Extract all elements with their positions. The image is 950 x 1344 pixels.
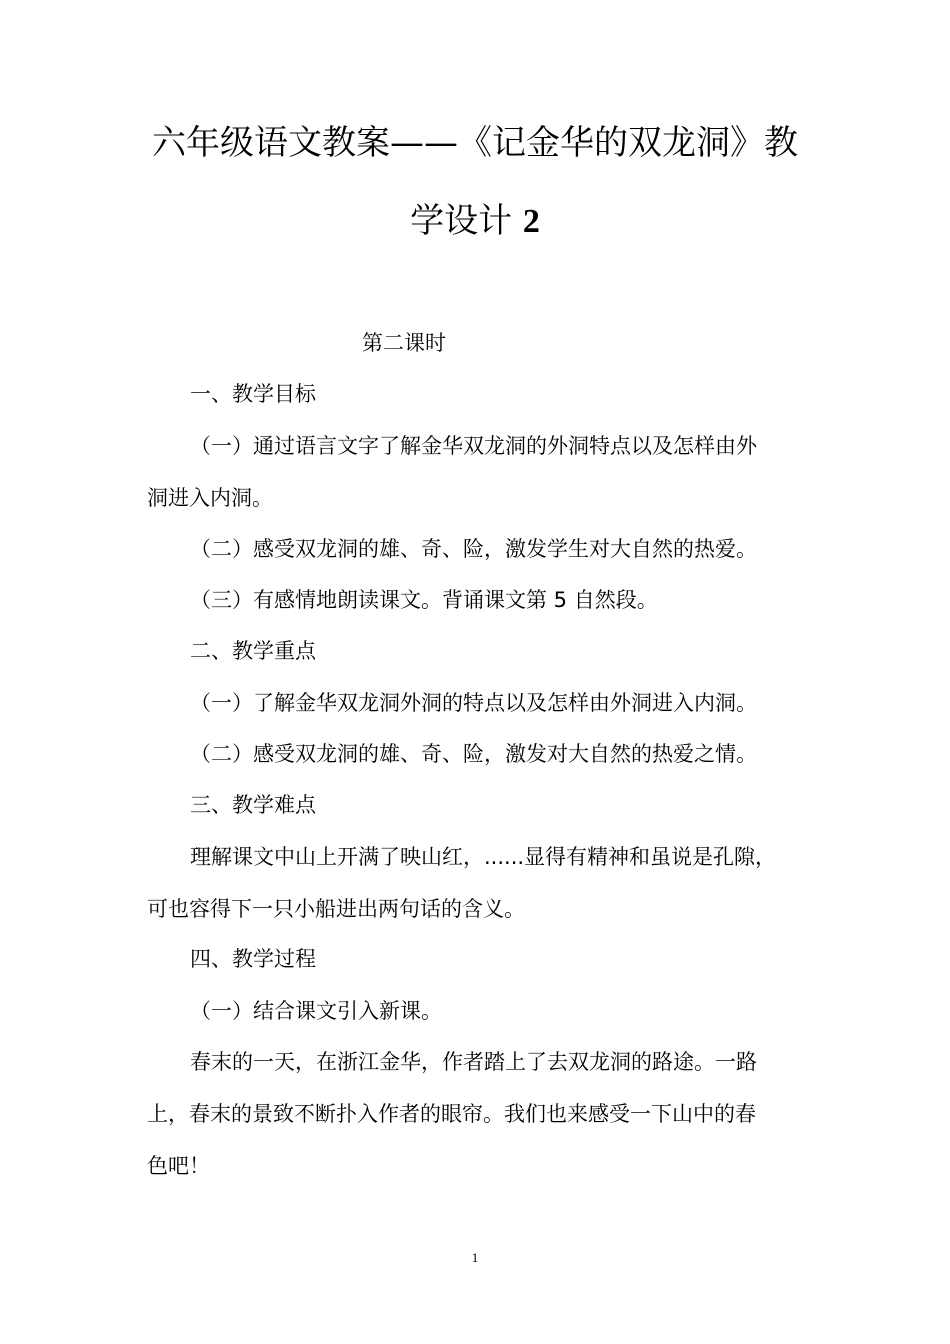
section-3-text-line-2: 可也容得下一只小船进出两句话的含义。 [147,897,525,921]
section-2-item-1: （一）了解金华双龙洞外洞的特点以及怎样由外洞进入内洞。 [190,691,757,715]
title-number: 2 [522,203,540,240]
section-3-text-line-1: 理解课文中山上开满了映山红，......显得有精神和虽说是孔隙， [190,845,777,869]
section-1-heading: 一、教学目标 [190,382,316,406]
section-1-item-1-line-2: 洞进入内洞。 [147,486,273,510]
section-1-item-1-line-1: （一）通过语言文字了解金华双龙洞的外洞特点以及怎样由外 [190,434,757,458]
section-4-item-1: （一）结合课文引入新课。 [190,999,442,1023]
lesson-label: 第二课时 [362,331,446,355]
title-line-2-text: 学设计 [410,201,513,241]
section-2-item-2: （二）感受双龙洞的雄、奇、险，激发对大自然的热爱之情。 [190,742,757,766]
section-1-item-3: （三）有感情地朗读课文。背诵课文第 5 自然段。 [190,588,658,612]
section-3-heading: 三、教学难点 [190,793,316,817]
section-2-heading: 二、教学重点 [190,639,316,663]
document-title-line-1: 六年级语文教案——《记金华的双龙洞》教 [152,123,798,163]
page-number: 1 [471,1250,479,1265]
section-4-para-line-3: 色吧！ [147,1154,210,1178]
section-1-item-2: （二）感受双龙洞的雄、奇、险，激发学生对大自然的热爱。 [190,537,757,561]
document-title-line-2 [120,201,830,241]
section-4-heading: 四、教学过程 [190,947,316,971]
section-4-para-line-1: 春末的一天，在浙江金华，作者踏上了去双龙洞的路途。一路 [190,1050,757,1074]
section-4-para-line-2: 上，春末的景致不断扑入作者的眼帘。我们也来感受一下山中的春 [147,1102,756,1126]
